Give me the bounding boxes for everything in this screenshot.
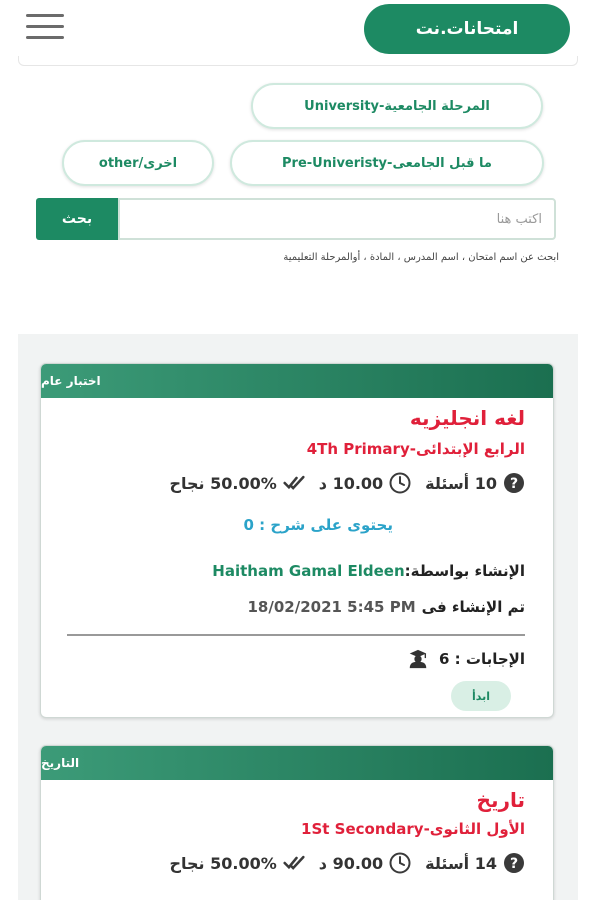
created-row xyxy=(248,598,526,616)
author-name[interactable]: Haitham Gamal Eldeen xyxy=(212,562,405,580)
answers-row xyxy=(407,648,525,670)
author-label: الإنشاء بواسطة: xyxy=(404,562,525,580)
questions-count: 10 أسئلة xyxy=(425,473,497,493)
clock-icon xyxy=(389,472,411,494)
filter-university-button[interactable]: المرحلة الجامعية-University xyxy=(251,83,543,129)
card-category: التاريخ xyxy=(41,746,553,780)
double-check-icon xyxy=(283,852,305,874)
start-exam-button[interactable]: ابدأ xyxy=(451,681,511,711)
card-category: اختبار عام xyxy=(41,364,553,398)
search-hint: ابحث عن اسم امتحان ، اسم المدرس ، المادة ، أوالمرحلة التعليمية xyxy=(283,252,559,263)
svg-text:?: ? xyxy=(509,856,519,872)
pass-stat xyxy=(169,472,304,494)
header-underline xyxy=(18,56,578,66)
filter-pre-university-button[interactable]: ما قبل الجامعى-Pre-Univeristy xyxy=(230,140,544,186)
question-circle-icon xyxy=(503,852,525,874)
answers-count: الإجابات : 6 xyxy=(439,650,525,668)
duration-value: 90.00 د xyxy=(318,853,384,873)
duration-stat xyxy=(319,852,411,874)
duration-value: 10.00 د xyxy=(318,473,384,493)
filter-other-button[interactable]: اخرى/other xyxy=(62,140,214,186)
pass-rate: 50.00% نجاح xyxy=(169,473,277,493)
brand-home-button[interactable]: امتحانات.نت xyxy=(364,4,570,54)
clock-icon xyxy=(389,852,411,874)
exam-card[interactable] xyxy=(40,363,554,718)
top-header xyxy=(0,0,599,56)
question-circle-icon xyxy=(503,472,525,494)
pass-stat xyxy=(169,852,304,874)
graduate-icon xyxy=(407,648,429,670)
double-check-icon xyxy=(283,472,305,494)
exam-title[interactable]: لغه انجليزيه xyxy=(409,406,525,430)
created-label: تم الإنشاء فى xyxy=(421,598,525,616)
duration-stat xyxy=(319,472,411,494)
questions-stat xyxy=(425,852,525,874)
card-divider xyxy=(67,634,525,636)
exam-level: الرابع الإبتدائى-4Th Primary xyxy=(306,440,525,458)
exam-stats xyxy=(169,472,525,494)
search-input[interactable] xyxy=(118,198,556,240)
hamburger-menu-icon[interactable] xyxy=(26,14,66,42)
author-row xyxy=(212,562,525,580)
explanation-count: يحتوى على شرح : 0 xyxy=(243,516,393,534)
questions-count: 14 أسئلة xyxy=(425,853,497,873)
exam-title[interactable]: تاريخ xyxy=(476,788,525,812)
created-date: 18/02/2021 5:45 PM xyxy=(247,598,416,616)
pass-rate: 50.00% نجاح xyxy=(169,853,277,873)
svg-text:?: ? xyxy=(509,476,519,492)
search-button[interactable]: بحث xyxy=(36,198,118,240)
exam-stats xyxy=(169,852,525,874)
exam-card[interactable] xyxy=(40,745,554,900)
questions-stat xyxy=(425,472,525,494)
exam-level: الأول الثانوى-1St Secondary xyxy=(301,820,525,838)
